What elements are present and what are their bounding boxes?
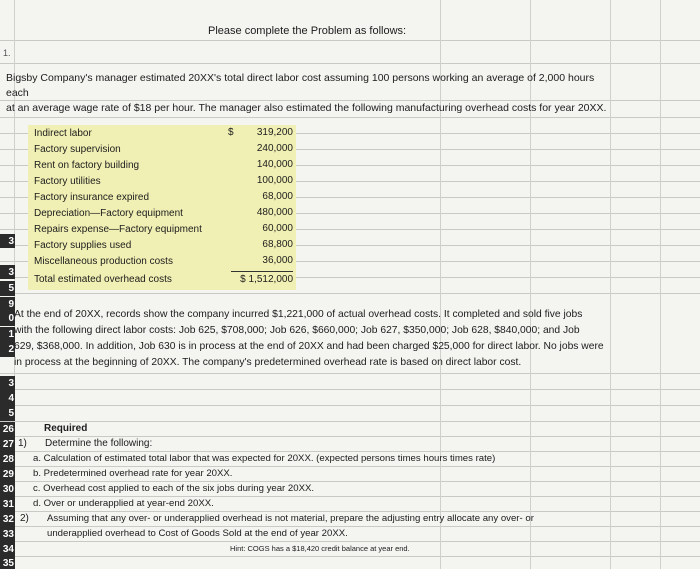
cost-label[interactable]: Depreciation—Factory equipment xyxy=(34,208,183,219)
cost-label[interactable]: Factory supplies used xyxy=(34,240,132,251)
cost-value[interactable]: 480,000 xyxy=(256,207,293,218)
row-number[interactable]: 4 xyxy=(0,391,15,406)
page-title: Please complete the Problem as follows: xyxy=(208,25,407,37)
question-1a[interactable]: a. Calculation of estimated total labor that was expected for 20XX. (expected persons times hours times rate) xyxy=(33,453,496,464)
question-2[interactable]: Assuming that any over- or underapplied overhead is not material, prepare the adjusting entry allocate any over- or xyxy=(47,513,534,524)
row-number[interactable]: 33 xyxy=(0,527,15,542)
total-label[interactable]: Total estimated overhead costs xyxy=(34,274,172,285)
cost-value[interactable]: 60,000 xyxy=(262,223,293,234)
question-1d[interactable]: d. Over or underapplied at year-end 20XX. xyxy=(33,498,214,509)
required-heading: Required xyxy=(44,423,88,434)
cost-label[interactable]: Factory insurance expired xyxy=(34,192,150,203)
cost-value[interactable]: 68,800 xyxy=(262,239,293,250)
cost-label[interactable]: Rent on factory building xyxy=(34,160,140,171)
total-value[interactable]: $ 1,512,000 xyxy=(240,274,293,285)
question-1[interactable]: Determine the following: xyxy=(45,438,153,449)
cost-value[interactable]: 36,000 xyxy=(262,255,293,266)
question-1b[interactable]: b. Predetermined overhead rate for year 20XX. xyxy=(33,468,233,479)
row-number[interactable]: 31 xyxy=(0,497,15,512)
intro-text xyxy=(6,71,611,116)
paragraph-line: in process at the beginning of 20XX. The company's predetermined overhead rate is based on direct labor cost. xyxy=(14,357,522,368)
cost-value[interactable]: 319,200 xyxy=(256,127,293,138)
cost-label[interactable]: Repairs expense—Factory equipment xyxy=(34,224,202,235)
row-number[interactable]: 3 xyxy=(0,265,15,279)
problem-number: 1. xyxy=(3,48,11,58)
row-number[interactable]: 1 xyxy=(0,327,15,342)
cost-label[interactable]: Factory utilities xyxy=(34,176,101,187)
question-number: 2) xyxy=(20,513,29,524)
question-1c[interactable]: c. Overhead cost applied to each of the six jobs during year 20XX. xyxy=(33,483,315,494)
paragraph-line: 629, $368,000. In addition, Job 630 is in process at the end of 20XX and had been charged $25,000 for direct labor. No jobs were xyxy=(14,341,604,352)
dollar-sign: $ xyxy=(228,127,234,138)
row-number[interactable]: 5 xyxy=(0,406,15,421)
cost-label[interactable]: Factory supervision xyxy=(34,144,121,155)
row-number[interactable]: 35 xyxy=(0,556,15,569)
paragraph-line: At the end of 20XX, records show the company incurred $1,221,000 of actual overhead costs. It completed and sold five jobs xyxy=(14,309,583,320)
cost-value[interactable]: 68,000 xyxy=(262,191,293,202)
row-number[interactable]: 32 xyxy=(0,512,15,527)
row-number[interactable]: 3 xyxy=(0,376,15,391)
intro-line: at an average wage rate of $18 per hour. The manager also estimated the following manufacturing overhead costs for year 20XX. xyxy=(6,102,607,114)
cost-value[interactable]: 100,000 xyxy=(256,175,293,186)
row-number[interactable]: 3 xyxy=(0,234,15,248)
row-number[interactable]: 30 xyxy=(0,482,15,497)
row-number[interactable]: 28 xyxy=(0,452,15,467)
cost-label[interactable]: Miscellaneous production costs xyxy=(34,256,173,267)
row-number[interactable]: 2 xyxy=(0,342,15,357)
row-number[interactable]: 9 xyxy=(0,297,15,312)
row-number[interactable]: 26 xyxy=(0,422,15,437)
paragraph-line: with the following direct labor costs: Job 625, $708,000; Job 626, $660,000; Job 627, $350,000; Job 628, $840,000; and Job xyxy=(14,325,580,336)
cost-label[interactable]: Indirect labor xyxy=(34,128,92,139)
intro-line: Bigsby Company's manager estimated 20XX's total direct labor cost assuming 100 persons working an average of 2,000 hours each xyxy=(6,72,595,99)
question-2-continued[interactable]: underapplied overhead to Cost of Goods Sold at the end of year 20XX. xyxy=(47,528,348,539)
question-number: 1) xyxy=(18,438,27,449)
row-number[interactable]: 29 xyxy=(0,467,15,482)
row-number[interactable]: 0 xyxy=(0,311,15,326)
row-number[interactable]: 27 xyxy=(0,437,15,452)
hint-text[interactable]: Hint: COGS has a $18,420 credit balance at year end. xyxy=(230,544,410,553)
row-number[interactable]: 5 xyxy=(0,281,15,296)
problem-paragraph xyxy=(14,307,604,371)
cost-value[interactable]: 140,000 xyxy=(256,159,293,170)
cost-value[interactable]: 240,000 xyxy=(256,143,293,154)
row-number[interactable]: 34 xyxy=(0,542,15,557)
